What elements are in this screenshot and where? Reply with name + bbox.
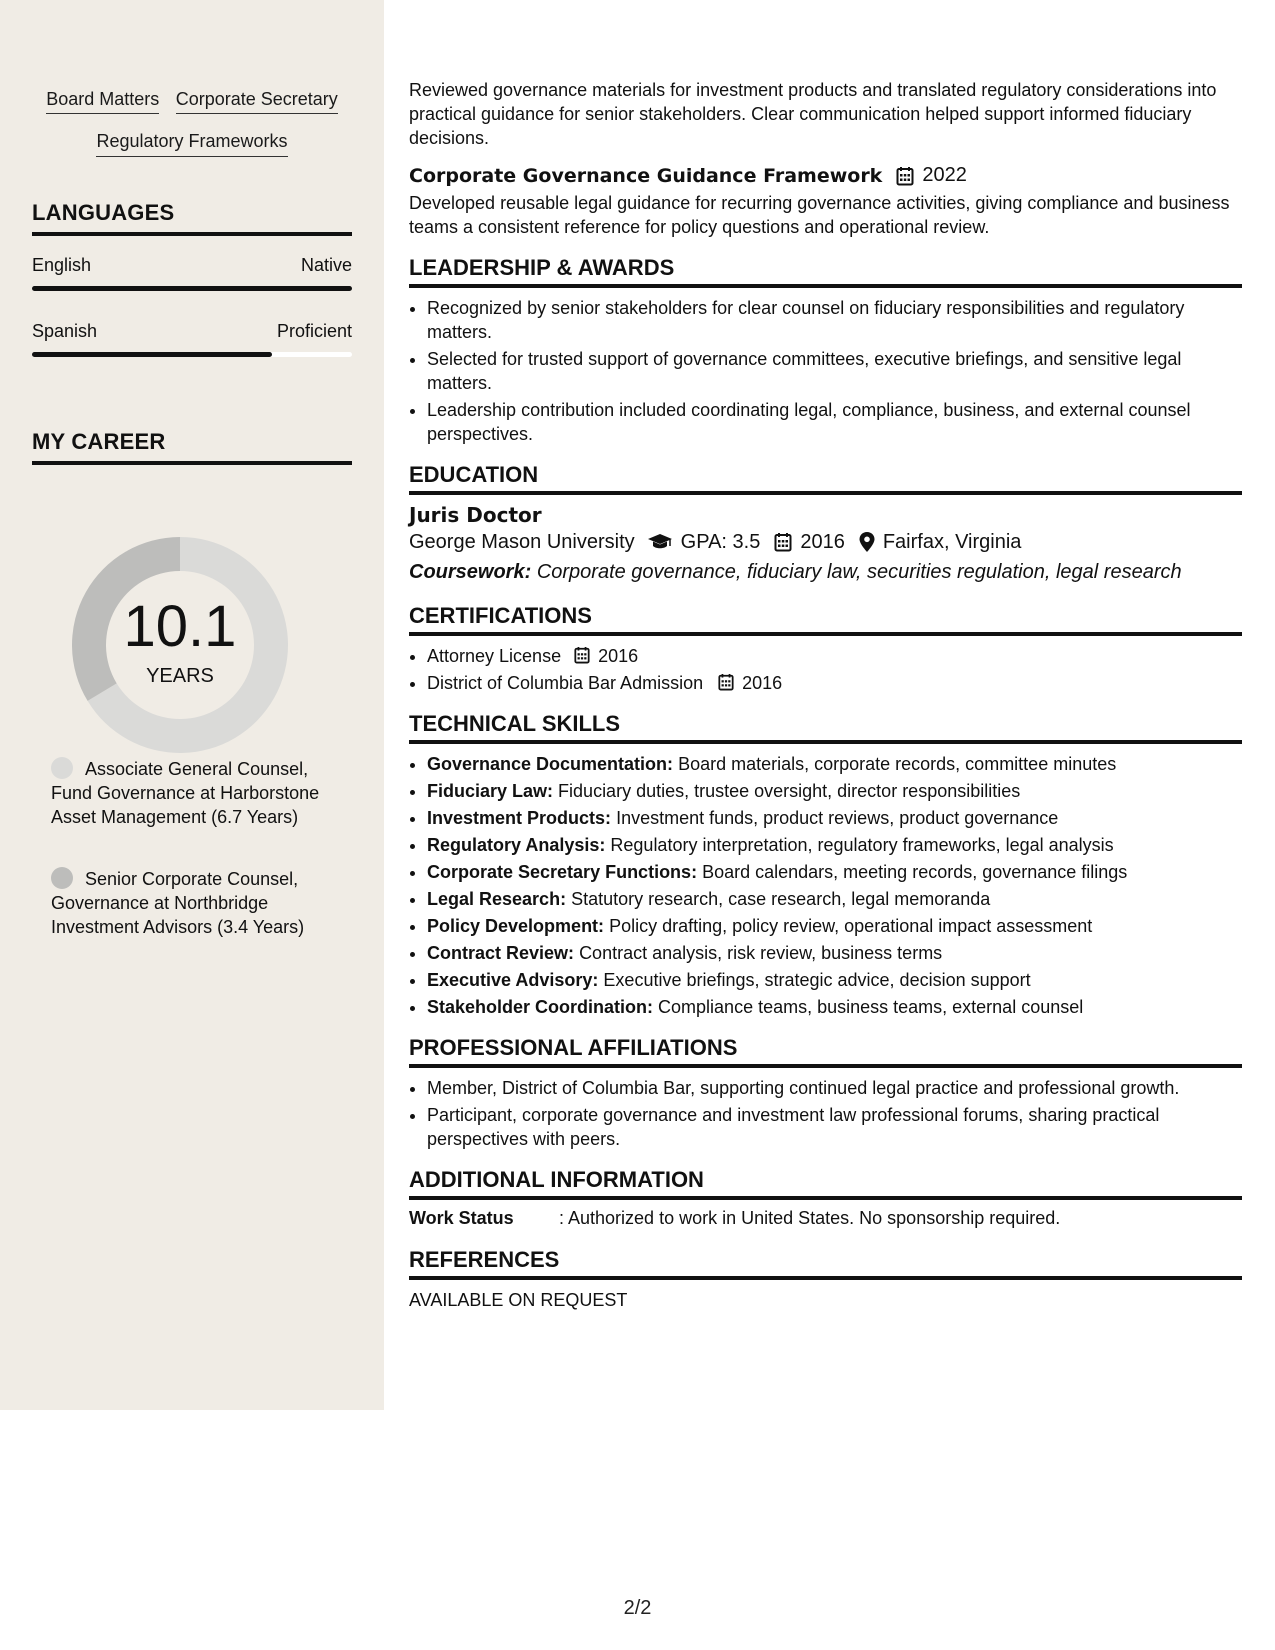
list-item [427, 887, 1242, 911]
list-item [427, 833, 1242, 857]
skill-label: Stakeholder Coordination: [427, 997, 654, 1017]
sidebar [0, 0, 384, 1410]
tag-corporate-secretary: Corporate Secretary [176, 88, 338, 114]
language-level: Proficient [276, 321, 352, 341]
skill-label: Investment Products: [427, 808, 612, 828]
page-number: 2/2 [623, 1597, 652, 1619]
education-heading: EDUCATION [409, 462, 1242, 495]
language-row-spanish [32, 321, 352, 342]
list-item [427, 995, 1242, 1019]
career-item-text: Senior Corporate Counsel, Governance at Northbridge Investment Advisors (3.4 Years) [51, 869, 305, 937]
references-text: AVAILABLE ON REQUEST [409, 1290, 628, 1310]
skill-value: Board calendars, meeting records, governance filings [702, 862, 1128, 882]
project-description: Developed reusable legal guidance for recurring governance activities, giving compliance and business teams a consistent reference for policy questions and operational review. [409, 193, 1230, 237]
list-item: • Recognized by senior stakeholders for clear counsel on fiduciary responsibilities and regulatory matters. [427, 296, 1242, 344]
skill-label: Regulatory Analysis: [427, 835, 606, 855]
list-item [427, 914, 1242, 938]
languages-heading: LANGUAGES [32, 200, 352, 236]
career-item [51, 757, 331, 829]
school-name: George Mason University [409, 531, 635, 553]
list-item [427, 968, 1242, 992]
certifications-list [409, 644, 1242, 695]
affiliations-list [409, 1076, 1242, 1151]
career-total-unit: YEARS [146, 665, 214, 687]
main-content [409, 78, 1242, 1311]
career-legend-dot [51, 867, 73, 889]
list-item [427, 860, 1242, 884]
skills-list [409, 752, 1242, 1019]
list-item: • Participant, corporate governance and investment law professional forums, sharing practical perspectives with peers. [427, 1103, 1242, 1151]
calendar-icon [896, 166, 914, 186]
gpa: GPA: 3.5 [680, 531, 761, 553]
skill-label: Executive Advisory: [427, 970, 599, 990]
language-bar-fill [32, 286, 352, 291]
calendar-icon [574, 646, 590, 664]
skill-label: Governance Documentation: [427, 754, 674, 774]
skill-value: Statutory research, case research, legal memoranda [571, 889, 991, 909]
language-bar-spanish [32, 352, 352, 357]
skill-label: Corporate Secretary Functions: [427, 862, 698, 882]
language-row-english [32, 255, 352, 276]
leadership-heading: LEADERSHIP & AWARDS [409, 255, 1242, 288]
certification-year: 2016 [742, 673, 783, 693]
project-year: 2022 [922, 164, 967, 186]
calendar-icon [774, 532, 792, 552]
list-item [427, 779, 1242, 803]
skill-value: Regulatory interpretation, regulatory frameworks, legal analysis [610, 835, 1114, 855]
list-item: • Selected for trusted support of governance committees, executive briefings, and sensitive legal matters. [427, 347, 1242, 395]
project-title: Corporate Governance Guidance Framework [409, 164, 883, 187]
skill-tags [32, 88, 352, 173]
tag-regulatory-frameworks: Regulatory Frameworks [96, 130, 287, 156]
skill-value: Policy drafting, policy review, operational impact assessment [609, 916, 1093, 936]
career-legend-dot [51, 757, 73, 779]
work-status-label: Work Status [409, 1208, 514, 1228]
list-item [427, 806, 1242, 830]
education-details [409, 527, 1242, 557]
skill-value: Board materials, corporate records, committee minutes [678, 754, 1117, 774]
skill-value: Executive briefings, strategic advice, decision support [603, 970, 1031, 990]
graduation-year: 2016 [800, 531, 845, 553]
skill-value: Investment funds, product reviews, product governance [616, 808, 1059, 828]
additional-info-heading: ADDITIONAL INFORMATION [409, 1167, 1242, 1200]
list-item: • Leadership contribution included coordinating legal, compliance, business, and external counsel perspectives. [427, 398, 1242, 446]
skill-value: Compliance teams, business teams, external counsel [658, 997, 1084, 1017]
list-item [427, 671, 1242, 695]
career-heading: MY CAREER [32, 429, 352, 465]
graduation-cap-icon [647, 533, 673, 551]
coursework [409, 557, 1242, 587]
skill-label: Policy Development: [427, 916, 605, 936]
coursework-label: Coursework: [409, 561, 532, 583]
list-item [427, 644, 1242, 668]
skill-label: Legal Research: [427, 889, 567, 909]
skill-label: Fiduciary Law: [427, 781, 554, 801]
affiliations-heading: PROFESSIONAL AFFILIATIONS [409, 1035, 1242, 1068]
list-item [427, 752, 1242, 776]
certifications-heading: CERTIFICATIONS [409, 603, 1242, 636]
language-level: Native [300, 255, 352, 275]
references-heading: REFERENCES [409, 1247, 1242, 1280]
project-title-row [409, 164, 1242, 187]
list-item: • Member, District of Columbia Bar, supporting continued legal practice and professional growth. [427, 1076, 1242, 1100]
certification-year: 2016 [598, 646, 639, 666]
tag-board-matters: Board Matters [46, 88, 159, 114]
intro-paragraph: Reviewed governance materials for investment products and translated regulatory considerations into practical guidance for senior stakeholders. Clear communication helped support informed fiduciary decisions. [409, 80, 1217, 148]
location-pin-icon [859, 532, 875, 552]
work-status-row [409, 1208, 1242, 1229]
career-total-years: 10.1 [123, 594, 237, 659]
certification-name: District of Columbia Bar Admission [427, 673, 704, 693]
language-bar-fill [32, 352, 272, 357]
skill-value: Contract analysis, risk review, business terms [579, 943, 943, 963]
skill-value: Fiduciary duties, trustee oversight, director responsibilities [558, 781, 1021, 801]
list-item [427, 941, 1242, 965]
skills-heading: TECHNICAL SKILLS [409, 711, 1242, 744]
career-item [51, 867, 331, 939]
school-location: Fairfax, Virginia [882, 531, 1022, 553]
language-name: Spanish [32, 321, 98, 341]
leadership-list [409, 296, 1242, 446]
calendar-icon [718, 673, 734, 691]
work-status-value: : Authorized to work in United States. No sponsorship required. [559, 1208, 1061, 1228]
degree-title: Juris Doctor [409, 503, 542, 527]
certification-name: Attorney License [427, 646, 562, 666]
skill-label: Contract Review: [427, 943, 575, 963]
language-bar-english [32, 286, 352, 291]
coursework-text: Corporate governance, fiduciary law, securities regulation, legal research [536, 561, 1182, 583]
career-item-text: Associate General Counsel, Fund Governance at Harborstone Asset Management (6.7 Years) [51, 759, 320, 827]
language-name: English [32, 255, 92, 275]
